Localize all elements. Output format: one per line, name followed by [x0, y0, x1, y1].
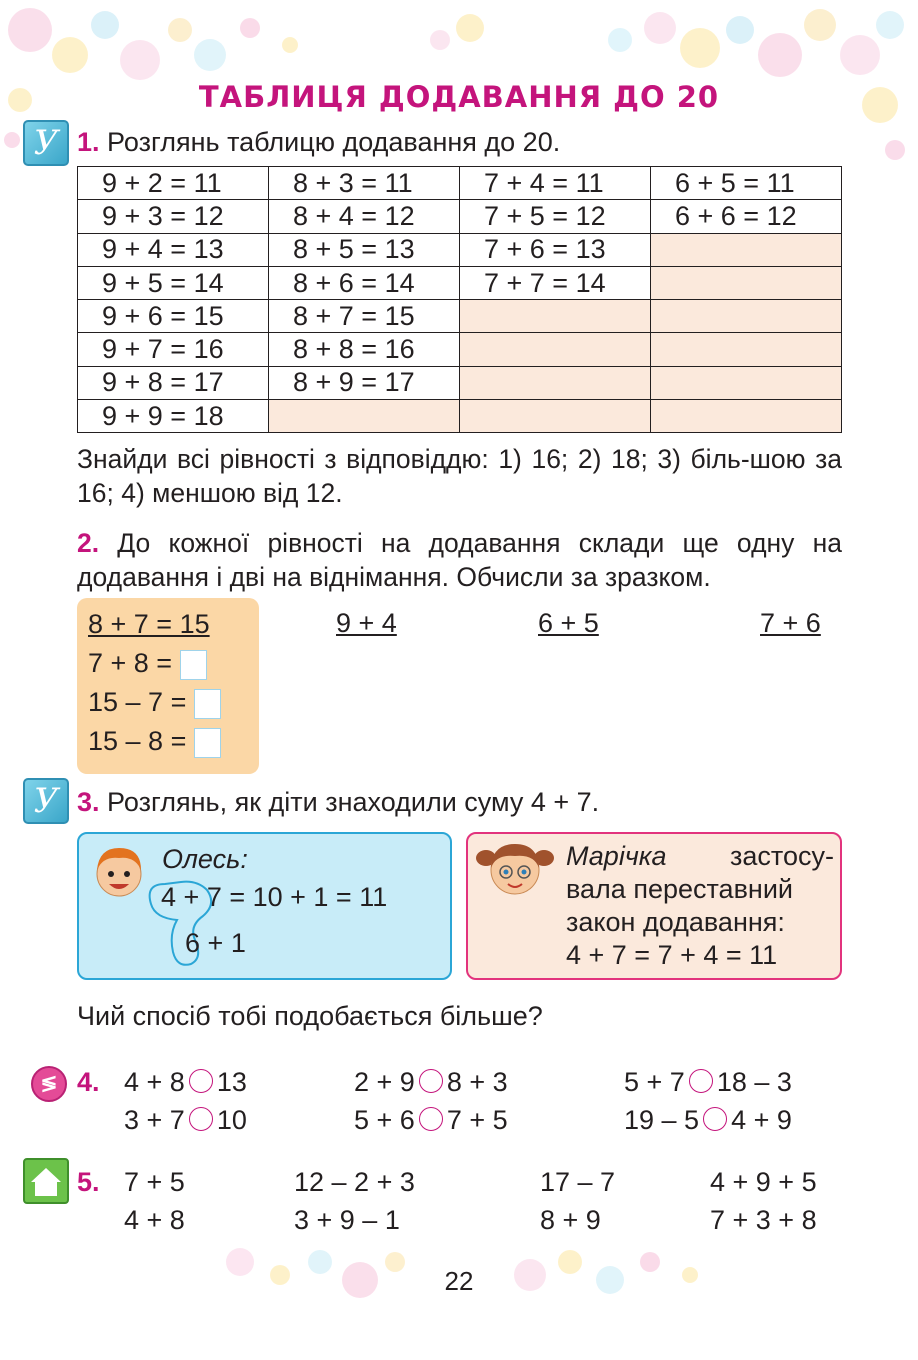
task2-number: 2. — [77, 528, 100, 558]
expression-item: 17 – 7 — [540, 1167, 616, 1197]
expression-item: 12 – 2 + 3 — [294, 1167, 415, 1197]
sample-line: 7 + 8 = — [88, 647, 207, 680]
task2-heading — [77, 526, 842, 594]
comparison-left: 2 + 9 — [354, 1067, 415, 1097]
table-cell: 9 + 2 = 11 — [78, 167, 269, 200]
table-cell: 6 + 6 = 12 — [651, 200, 842, 233]
expression-item: 8 + 9 — [540, 1205, 601, 1235]
marichka-text-3: закон додавання: — [566, 907, 785, 937]
table-cell — [651, 300, 842, 333]
answer-box[interactable] — [180, 650, 207, 680]
task2-expression: 7 + 6 — [760, 608, 821, 638]
table-cell: 6 + 5 = 11 — [651, 167, 842, 200]
task3-question: Чий спосіб тобі подобається більше? — [77, 1001, 543, 1031]
table-cell — [460, 400, 651, 433]
task1-text: Розглянь таблицю додавання до 20. — [107, 127, 561, 157]
comparison-circle[interactable] — [189, 1069, 213, 1093]
table-cell — [460, 300, 651, 333]
answer-box[interactable] — [194, 689, 221, 719]
table-cell: 9 + 6 = 15 — [78, 300, 269, 333]
table-cell: 7 + 7 = 14 — [460, 266, 651, 299]
table-cell: 7 + 6 = 13 — [460, 233, 651, 266]
table-row — [78, 200, 842, 233]
comparison-circle[interactable] — [419, 1107, 443, 1131]
marichka-card — [466, 832, 842, 980]
comparison-item — [354, 1104, 508, 1136]
page-title: ТАБЛИЦЯ ДОДАВАННЯ ДО 20 — [198, 80, 720, 114]
table-cell: 8 + 4 = 12 — [269, 200, 460, 233]
table-row — [78, 333, 842, 366]
comparison-right: 10 — [216, 1105, 247, 1135]
table-cell: 8 + 3 = 11 — [269, 167, 460, 200]
comparison-left: 5 + 6 — [354, 1105, 415, 1135]
addition-table — [77, 166, 842, 433]
expression-item: 7 + 3 + 8 — [710, 1205, 817, 1235]
task1-heading — [77, 126, 560, 158]
table-cell — [651, 400, 842, 433]
oles-equation — [161, 882, 387, 913]
table-cell: 7 + 4 = 11 — [460, 167, 651, 200]
table-cell — [651, 266, 842, 299]
marichka-text — [566, 840, 834, 972]
sample-line: 8 + 7 = 15 — [88, 609, 210, 639]
task2-expression: 9 + 4 — [336, 608, 397, 638]
table-row — [78, 167, 842, 200]
comparison-right: 8 + 3 — [446, 1067, 508, 1097]
table-cell: 9 + 5 = 14 — [78, 266, 269, 299]
expression-item: 7 + 5 — [124, 1167, 185, 1197]
comparison-right: 7 + 5 — [446, 1105, 508, 1135]
compare-signs-icon: ≶ — [31, 1066, 67, 1102]
oles-card — [77, 832, 452, 980]
table-row — [78, 300, 842, 333]
oles-first-part: 4 + — [161, 882, 200, 912]
oles-split — [185, 928, 246, 959]
table-cell — [460, 333, 651, 366]
table-cell — [651, 333, 842, 366]
marichka-text-2: вала переставний — [566, 874, 793, 904]
comparison-left: 19 – 5 — [624, 1105, 700, 1135]
table-row — [78, 233, 842, 266]
task3-text: Розглянь, як діти знаходили суму 4 + 7. — [107, 787, 600, 817]
sample-box — [77, 598, 259, 774]
table-cell — [269, 400, 460, 433]
comparison-item — [124, 1104, 247, 1136]
page-number: 22 — [444, 1266, 474, 1296]
girl-avatar-icon — [474, 838, 556, 898]
expression-item: 4 + 9 + 5 — [710, 1167, 817, 1197]
table-cell — [460, 366, 651, 399]
comparison-item — [624, 1104, 792, 1136]
table-cell — [651, 233, 842, 266]
oles-split-b: + 1 — [207, 928, 246, 958]
marichka-equation: 4 + 7 = 7 + 4 = 11 — [566, 940, 778, 970]
table-cell: 9 + 3 = 12 — [78, 200, 269, 233]
answer-box[interactable] — [194, 728, 221, 758]
expression-item: 3 + 9 – 1 — [294, 1205, 400, 1235]
home-icon — [23, 1158, 69, 1204]
comparison-circle[interactable] — [189, 1107, 213, 1131]
sample-line: 15 – 7 = — [88, 686, 221, 719]
marichka-name: Марічка — [566, 841, 667, 871]
comparison-circle[interactable] — [419, 1069, 443, 1093]
table-cell: 7 + 5 = 12 — [460, 200, 651, 233]
comparison-right: 18 – 3 — [716, 1067, 792, 1097]
task3-heading — [77, 786, 599, 818]
oles-name: Олесь: — [162, 844, 248, 874]
task1-number: 1. — [77, 127, 100, 157]
table-cell: 8 + 7 = 15 — [269, 300, 460, 333]
u-letter-icon: У — [23, 120, 69, 166]
comparison-left: 4 + 8 — [124, 1067, 185, 1097]
task2-text: До кожної рівності на додавання склади ще одну на додавання і дві на віднімання. Обчисли за зразком. — [77, 528, 842, 592]
task5-number: 5. — [77, 1167, 100, 1197]
oles-rest: 7 = 10 + 1 = 11 — [206, 882, 388, 912]
comparison-circle[interactable] — [703, 1107, 727, 1131]
expression-item: 4 + 8 — [124, 1205, 185, 1235]
comparison-left: 5 + 7 — [624, 1067, 685, 1097]
oles-split-a: 6 — [185, 928, 201, 958]
table-row — [78, 366, 842, 399]
table-cell: 8 + 5 = 13 — [269, 233, 460, 266]
task3-number: 3. — [77, 787, 100, 817]
table-cell: 8 + 8 = 16 — [269, 333, 460, 366]
sample-line: 15 – 8 = — [88, 725, 221, 758]
table-row — [78, 266, 842, 299]
task4-number: 4. — [77, 1067, 100, 1097]
comparison-left: 3 + 7 — [124, 1105, 185, 1135]
table-cell — [651, 366, 842, 399]
table-cell: 9 + 7 = 16 — [78, 333, 269, 366]
table-cell: 9 + 4 = 13 — [78, 233, 269, 266]
comparison-right: 13 — [216, 1067, 247, 1097]
table-cell: 9 + 8 = 17 — [78, 366, 269, 399]
table-cell: 9 + 9 = 18 — [78, 400, 269, 433]
task1-question: Знайди всі рівності з відповіддю: 1) 16; 2) 18; 3) біль-шою за 16; 4) меншою від 12. — [77, 444, 842, 508]
comparison-right: 4 + 9 — [731, 1105, 792, 1135]
comparison-item — [124, 1066, 247, 1098]
task2-expression: 6 + 5 — [538, 608, 599, 638]
comparison-circle[interactable] — [689, 1069, 713, 1093]
u-letter-icon: У — [23, 778, 69, 824]
table-cell: 8 + 6 = 14 — [269, 266, 460, 299]
comparison-item — [354, 1066, 508, 1098]
boy-avatar-icon — [89, 842, 149, 902]
comparison-item — [624, 1066, 792, 1098]
table-row — [78, 400, 842, 433]
table-cell: 8 + 9 = 17 — [269, 366, 460, 399]
marichka-text-1: застосу- — [730, 841, 834, 871]
